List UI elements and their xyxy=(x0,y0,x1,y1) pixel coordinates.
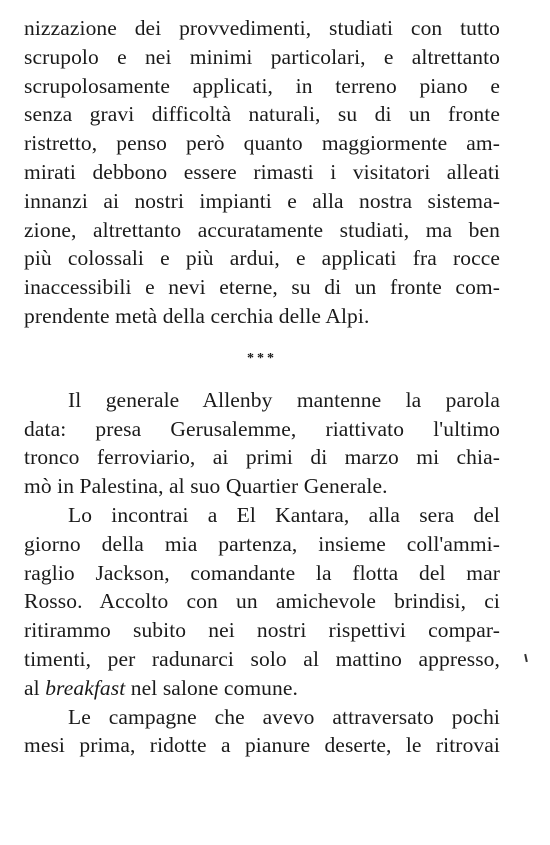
text-line: scrupolosamente applicati, in terreno piano e xyxy=(24,73,500,98)
text-line: ritirammo subito nei nostri rispettivi compar- xyxy=(24,618,500,643)
text-line xyxy=(24,674,500,703)
text-fragment: al xyxy=(24,675,46,700)
text-line: Il generale Allenby mantenne la parola xyxy=(68,387,500,412)
text-line: senza gravi difficoltà naturali, su di un fronte xyxy=(24,102,500,127)
section-separator: *** xyxy=(247,350,277,366)
text-line: più colossali e più ardui, e applicati fra rocce xyxy=(24,246,500,271)
text-line: mò in Palestina, al suo Quartier Generale. xyxy=(24,474,388,499)
paragraph-1 xyxy=(24,14,500,331)
text-line: ristretto, penso però quanto maggiormente am- xyxy=(24,131,500,156)
text-line: Lo incontrai a El Kantara, alla sera del xyxy=(68,502,500,527)
text-line: giorno della mia partenza, insieme coll'ammi- xyxy=(24,531,500,556)
text-line: mesi prima, ridotte a pianure deserte, le ritrovai xyxy=(24,733,500,758)
paragraph-4 xyxy=(24,703,500,761)
text-line: raglio Jackson, comandante la flotta del mar xyxy=(24,560,500,585)
paragraph-2 xyxy=(24,386,500,501)
text-line: scrupolo e nei minimi particolari, e altrettanto xyxy=(24,44,500,69)
text-fragment: nel salone comune. xyxy=(125,675,298,700)
text-line: data: presa Gerusalemme, riattivato l'ultimo xyxy=(24,416,500,441)
text-line: inaccessibili e nevi eterne, su di un fronte com- xyxy=(24,275,500,300)
text-line: timenti, per radunarci solo al mattino appresso, xyxy=(24,646,500,671)
margin-mark xyxy=(524,654,528,662)
text-line: tronco ferroviario, ai primi di marzo mi chia- xyxy=(24,445,500,470)
text-line: nizzazione dei provvedimenti, studiati con tutto xyxy=(24,16,500,40)
text-line: prendente metà della cerchia delle Alpi. xyxy=(24,303,370,328)
text-line: zione, altrettanto accuratamente studiati, ma ben xyxy=(24,217,500,242)
paragraph-3 xyxy=(24,501,500,703)
text-line: Rosso. Accolto con un amichevole brindisi, ci xyxy=(24,589,500,614)
book-page xyxy=(24,14,500,760)
text-line: Le campagne che avevo attraversato pochi xyxy=(68,704,500,729)
text-line: innanzi ai nostri impianti e alla nostra sistema- xyxy=(24,188,500,213)
text-line: mirati debbono essere rimasti i visitatori alleati xyxy=(24,159,500,184)
italic-word: breakfast xyxy=(45,675,126,700)
